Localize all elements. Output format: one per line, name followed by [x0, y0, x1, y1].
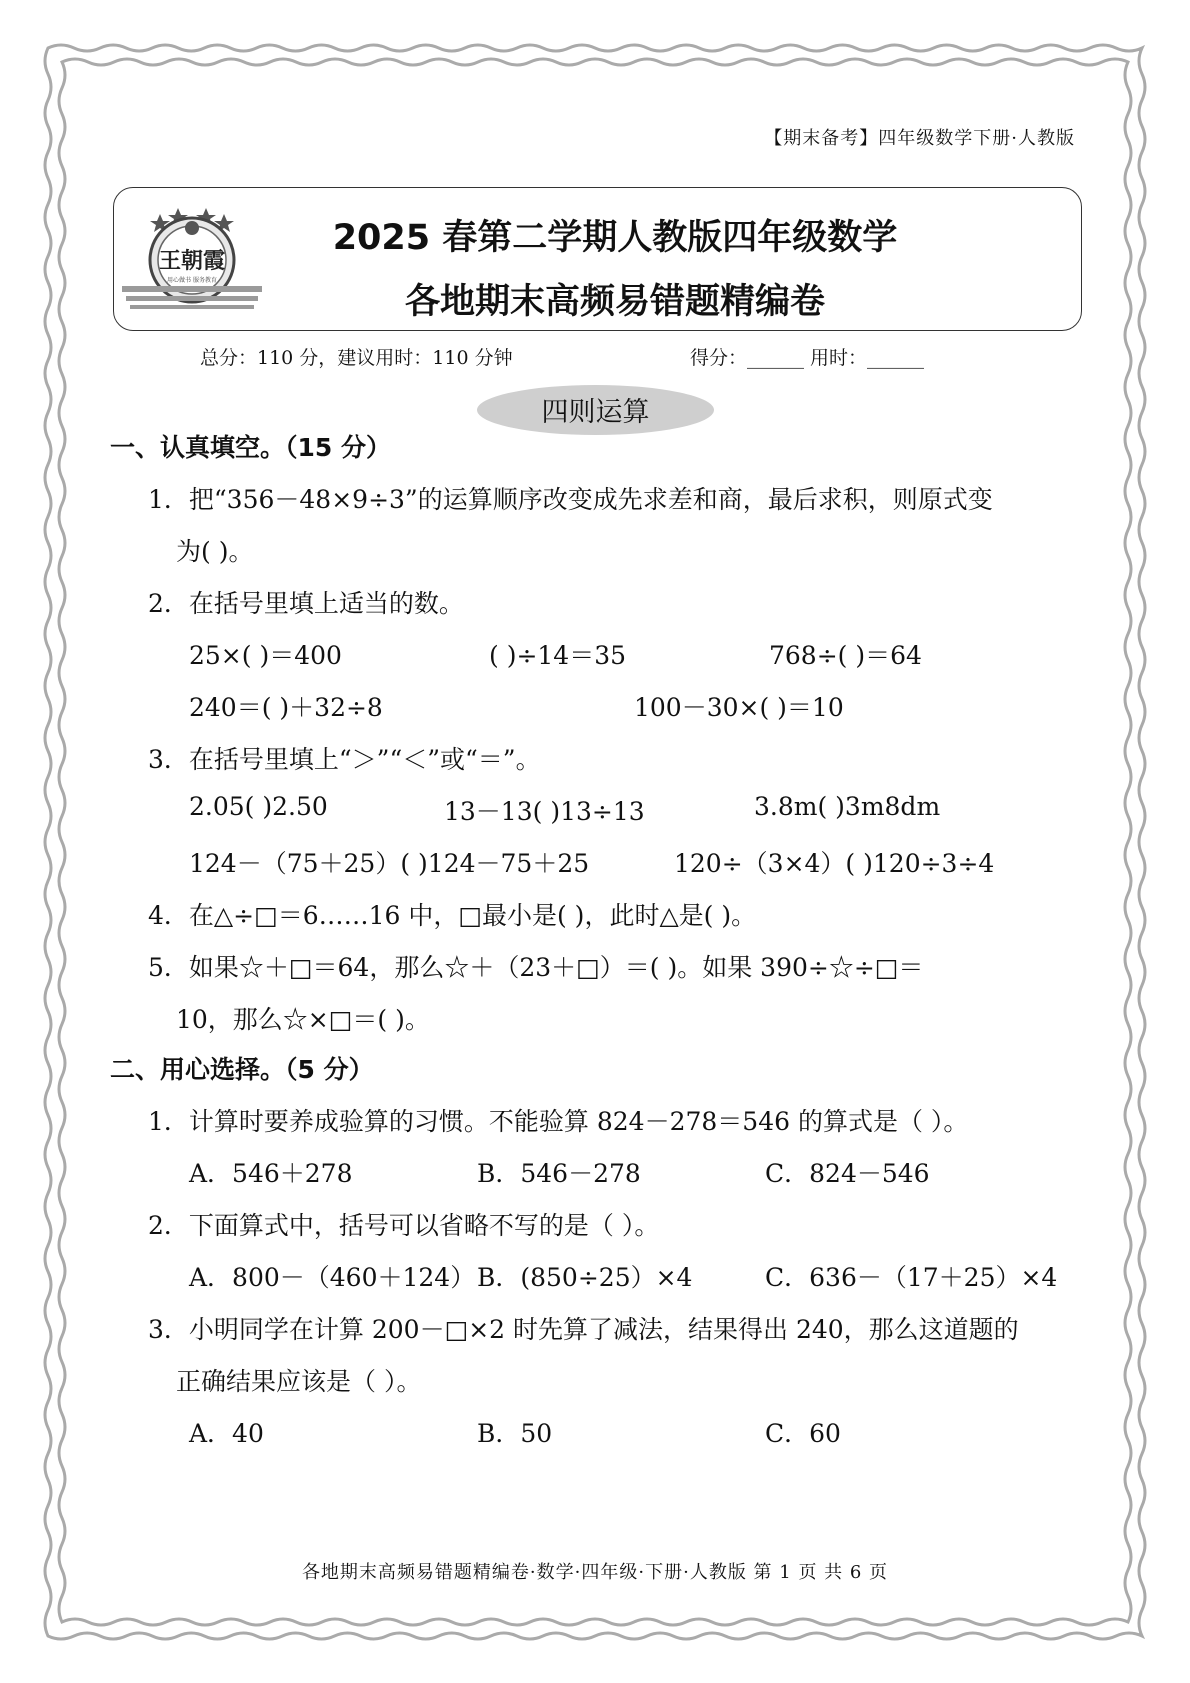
q2-2-option-c: C．636－（17＋25）×4 [765, 1263, 1058, 1292]
q1-2-d: 240＝( )＋32÷8 [189, 693, 383, 722]
q2-2-option-a: A．800－（460＋124） [189, 1263, 476, 1292]
title-line-2: 各地期末高频易错题精编卷 [404, 282, 825, 322]
page-footer: 各地期末高频易错题精编卷·数学·四年级·下册·人教版 第 1 页 共 6 页 [301, 1562, 889, 1583]
q1-2-e: 100－30×( )＝10 [634, 693, 844, 722]
logo-name: 王朝霞 [158, 248, 226, 274]
q2-1-option-a: A．546＋278 [189, 1159, 353, 1188]
q1-2-a: 25×( )＝400 [189, 641, 342, 670]
q2-2-option-b: B．(850÷25）×4 [477, 1263, 693, 1292]
section-2-heading: 二、用心选择。（5 分） [110, 1055, 374, 1084]
q1-4: 4．在△÷□＝6……16 中，□最小是( )，此时△是( )。 [148, 901, 757, 930]
q1-1-line2: 为( )。 [176, 537, 254, 566]
q2-3-line1: 3．小明同学在计算 200－□×2 时先算了减法，结果得出 240，那么这道题的 [148, 1315, 1019, 1344]
q2-3-option-a: A．40 [189, 1419, 264, 1448]
q2-1-option-b: B．546－278 [477, 1159, 641, 1188]
score-fill-in: 得分：______ 用时：______ [690, 347, 925, 369]
section-1-heading: 一、认真填空。（15 分） [110, 433, 391, 462]
q1-2-b: ( )÷14＝35 [489, 641, 627, 670]
q1-2-c: 768÷( )＝64 [769, 641, 922, 670]
q1-3-c: 3.8m( )3m8dm [754, 792, 941, 821]
header-tag: 【期末备考】四年级数学下册·人教版 [764, 128, 1075, 149]
logo-tagline: 用心做书 服务教育 [167, 277, 217, 284]
q2-1-option-c: C．824－546 [765, 1159, 930, 1188]
title-line-1: 2025 春第二学期人教版四年级数学 [332, 218, 898, 258]
q1-1-line1: 1．把“356－48×9÷3”的运算顺序改变成先求差和商，最后求积，则原式变 [148, 485, 993, 514]
q2-3-option-c: C．60 [765, 1419, 841, 1448]
score-info: 总分：110 分，建议用时：110 分钟 [200, 347, 513, 369]
q1-3-d: 124－（75＋25）( )124－75＋25 [189, 849, 590, 878]
q2-2-stem: 2．下面算式中，括号可以省略不写的是（ ）。 [148, 1211, 660, 1240]
q1-5-line1: 5．如果☆＋□＝64，那么☆＋（23＋□）＝( )。如果 390÷☆÷□＝ [148, 953, 924, 982]
q1-5-line2: 10，那么☆×□＝( )。 [176, 1005, 430, 1034]
q2-3-option-b: B．50 [477, 1419, 553, 1448]
topic-label: 四则运算 [541, 397, 650, 428]
q1-3-b: 13－13( )13÷13 [444, 797, 645, 826]
q1-2-stem: 2．在括号里填上适当的数。 [148, 589, 464, 618]
q2-1-stem: 1．计算时要养成验算的习惯。不能验算 824－278＝546 的算式是（ ）。 [148, 1107, 969, 1136]
q1-3-a: 2.05( )2.50 [189, 792, 328, 821]
q1-3-stem: 3．在括号里填上“＞”“＜”或“＝”。 [148, 745, 541, 774]
q1-3-e: 120÷（3×4）( )120÷3÷4 [674, 849, 995, 878]
q2-3-line2: 正确结果应该是（ ）。 [176, 1367, 422, 1396]
